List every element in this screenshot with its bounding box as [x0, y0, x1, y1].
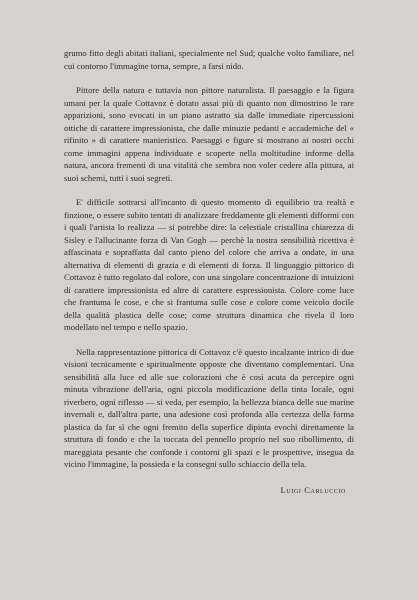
paragraph-1: grumo fitto degli abitati italiani, specialmente nel Sud; qualche volto familiare, nel cui contorno l'immagine torna, sempre, a farsi nido. [64, 48, 354, 71]
text-column [64, 47, 354, 495]
paragraph-2: Pittore della natura e tuttavia non pittore naturalista. Il paesaggio e la figura umani per la quale Cottavoz è dotato assai più di quanto non dimostrino le rare apparizioni, sono evocati in un piano astratto sia dalle immediate ripercussioni ottiche di carattere impressionista, che dalle minuzie pedanti e accademiche del « rifinito » di carattere manieristico. Paesaggi e figure si mostrano ai nostri occhi come immagini appena individuate e scoperte nella moltitudine informe della natura, ancora frementi di una vitalità che sembra non voler cedere alla pittura, ai suoi schemi, tutti i suoi segreti. [64, 85, 354, 183]
paragraph-4: Nella rappresentazione pittorica di Cottavoz c'è questo incalzante intrico di due visioni tecnicamente e spiritualmente opposte che diventano complementari. Una sensibilità alla luce ed alle sue colorazioni che è così acuta da percepire ogni minuta vibrazione dell'aria, ogni piccola modificazione della tinta locale, ogni riverbero, ogni riflesso — si veda, per esempio, la bellezza bianca delle sue marine invernali e, dall'altra parte, una adesione così profonda alla certezza della forma plastica da far sì che ogni fremito della superfice dipinta evochi direttamente la struttura di fondo e che la toccata del pennello proprio nel suo ribollimento, di mareggiata pesante che confonde i contorni gli spazi e le prospettive, insegua da vicino l'immagine, la possieda e la consegni sullo schiaccio della tela. [64, 346, 354, 469]
author-signature: Luigi Carluccio [280, 484, 346, 495]
paragraph-3: E' difficile sottrarsi all'incanto di questo momento di equilibrio tra realtà e finzione, o essere subito tentati di analizzare freddamente gli elementi difformi con i quali l'artista lo realizza — si potrebbe dire: la celestiale cristallina chiarezza di Sisley e l'allucinante forza di Van Gogh — perchè la nostra sensibilità ricettiva è affascinata e sopraffatta dal canto pieno del colore che arriva a ondate, in una alternativa di elementi di grazia e di elementi di forza. Il linguaggio pittorico di Cottavoz è tutto regolato dal colore, con una singolare concentrazione di intuizioni di carattere impressionista ed altre di carattere espressionista. Colore come luce che frantuma le cose, e che si frantuma sulle cose e colore come veicolo docile della qualità plastica delle cose; come struttura dinamica che rivela il loro modellato nel tempo e nello spazio. [64, 197, 354, 332]
